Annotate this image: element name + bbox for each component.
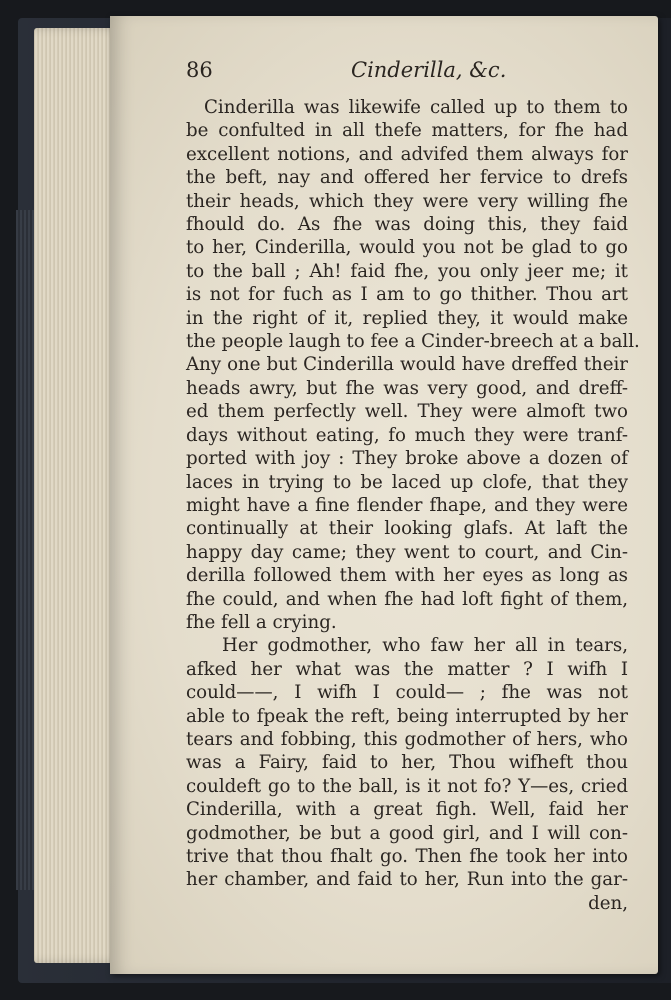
text-line: fhe could, and when fhe had loft fight of them, [186, 588, 628, 610]
text-line: Any one but Cinderilla would have dreffed their [186, 354, 628, 376]
text-line: able to fpeak the reft, being interrupted by her [186, 705, 628, 727]
text-line: days without eating, fo much they were tranf- [186, 424, 628, 446]
text-line: Her godmother, who faw her all in tears, [222, 635, 628, 657]
text-line: could——, I wifh I could— ; fhe was not [186, 682, 628, 704]
text-line: in the right of it, replied they, it would make [186, 307, 628, 329]
text-line: laces in trying to be laced up clofe, that they [186, 471, 628, 493]
text-line: be confulted in all thefe matters, for fhe had [186, 120, 628, 142]
text-line: happy day came; they went to court, and Cin- [186, 541, 628, 563]
text-line: godmother, be but a good girl, and I will con- [186, 822, 628, 844]
text-line: excellent notions, and advifed them always for [186, 143, 628, 165]
text-line: the people laugh to fee a Cinder-breech at a ball. [186, 331, 640, 353]
running-head: Cinderilla, &c. [351, 58, 507, 82]
text-line: might have a fine flender fhape, and they were [186, 494, 628, 516]
text-line: the beft, nay and offered her fervice to drefs [186, 167, 628, 189]
text-line: was a Fairy, faid to her, Thou wifheft thou [186, 752, 628, 774]
text-line: is not for fuch as I am to go thither. Thou art [186, 284, 628, 306]
text-line: continually at their looking glafs. At laft the [186, 518, 628, 540]
catchword: den, [588, 892, 628, 914]
text-line: fhe fell a crying. [186, 611, 337, 633]
text-line: trive that thou fhalt go. Then fhe took her into [186, 846, 628, 867]
text-line: ed them perfectly well. They were almoft two [186, 401, 628, 423]
text-line: Cinderilla was likewife called up to them to [204, 97, 628, 118]
text-line: couldeft go to the ball, is it not fo? Y—es, cried [186, 775, 628, 797]
page-number: 86 [186, 58, 213, 82]
text-line: tears and fobbing, this godmother of hers, who [186, 728, 628, 750]
body-text [186, 96, 640, 915]
text-line: afked her what was the matter ? I wifh I [186, 658, 628, 680]
text-line: derilla followed them with her eyes as long as [186, 565, 628, 587]
text-line: Cinderilla, with a great figh. Well, faid her [186, 799, 628, 821]
text-line: fhould do. As fhe was doing this, they faid [186, 214, 628, 236]
text-line: their heads, which they were very willing fhe [186, 190, 628, 212]
text-line: to the ball ; Ah! faid fhe, you only jeer me; it [186, 260, 628, 282]
text-line: heads awry, but fhe was very good, and dreff- [186, 377, 628, 399]
text-line: her chamber, and faid to her, Run into the gar- [186, 869, 628, 891]
text-line: ported with joy : They broke above a dozen of [186, 448, 628, 470]
text-line: to her, Cinderilla, would you not be glad to go [186, 237, 628, 259]
